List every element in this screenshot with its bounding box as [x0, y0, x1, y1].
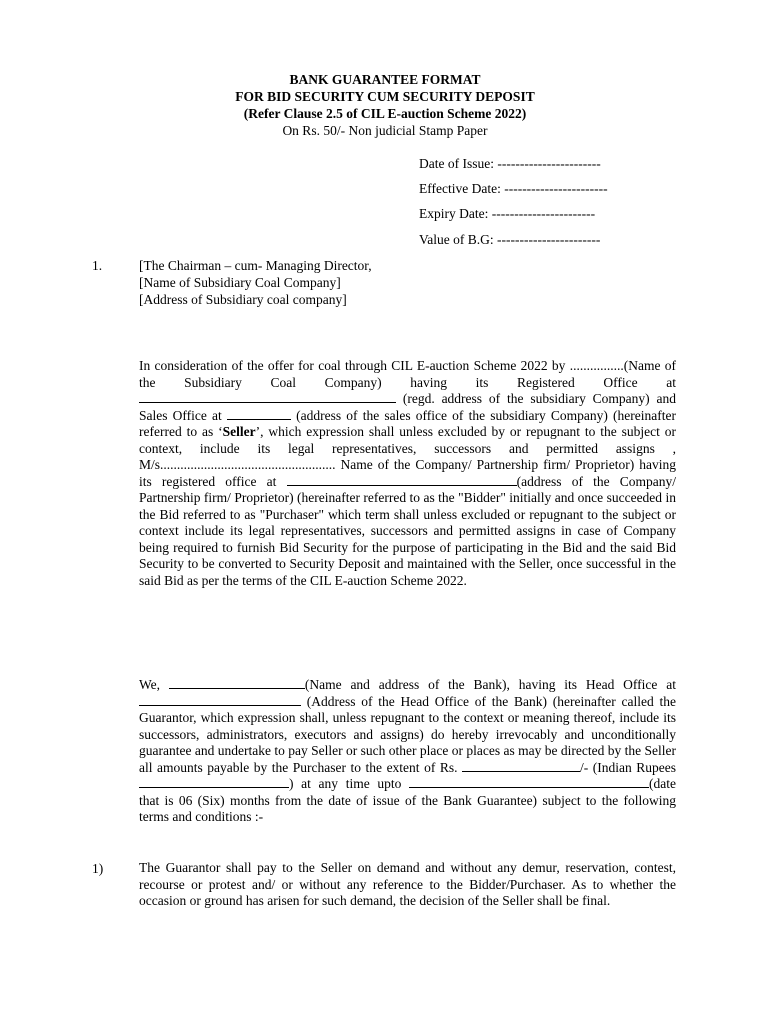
blank-line [139, 776, 289, 788]
date-of-issue: Date of Issue: ----------------------- [419, 156, 601, 171]
effective-date: Effective Date: ----------------------- [419, 181, 608, 196]
addressee-number: 1. [92, 258, 103, 273]
blank-line [287, 474, 517, 486]
addressee-line: [The Chairman – cum- Managing Director, [139, 258, 372, 273]
blank-line [409, 776, 649, 788]
blank-line [139, 391, 396, 403]
guarantor-text: (Address of the Head Office of the Bank) (hereinafter called the Guarantor, which expression shall, unless repugnant to the context or meaning thereof, include its successors, administrators, executors and assigns) do hereby irrevocably and unconditionally guarantee and undertake to pay Seller or such other place or places as may be directed by the Seller all amounts payable by the Purchaser to the extent of Rs. [139, 693, 676, 775]
guarantor-text: ) at any time upto [289, 776, 402, 791]
header-title: BANK GUARANTEE FORMAT [289, 72, 481, 87]
guarantor-text: (date that is 06 (Six) months from the date of issue of the Bank Guarantee) subject to the following terms and conditions :- [139, 776, 676, 824]
consideration-text: In consideration of the offer for coal through CIL E-auction Scheme 2022 by ................(Name of the Subsidiary Coal Company) having its Registered Office at [139, 358, 676, 390]
consideration-text: (address of the sales office of the subsidiary Company) (hereinafter referred to as ‘ [139, 407, 677, 439]
addressee-line: [Address of Subsidiary coal company] [139, 292, 347, 307]
expiry-date: Expiry Date: ----------------------- [419, 206, 596, 221]
consideration-text: (address of the Company/ Partnership firm/ Proprietor) (hereinafter referred to as the "Bidder" initially and once succeeded in the Bid referred to as "Purchaser" which term shall unless excluded or repugnant to the subject or context include its legal representatives, successors and permitted assigns in case of Company being required to furnish Bid Security for the purpose of participating in the Bid and the said Bid Security to be converted to Security Deposit and maintained with the Seller, once successful in the said Bid as per the terms of the CIL E-auction Scheme 2022. [139, 473, 677, 588]
guarantor-paragraph [139, 677, 676, 826]
seller-term: Seller [222, 424, 256, 439]
header-clause-reference: (Refer Clause 2.5 of CIL E-auction Scheme 2022) [243, 106, 527, 121]
guarantor-text: /- (Indian Rupees [580, 759, 677, 775]
consideration-text: (regd. address of the subsidiary Company) and Sales Office at [139, 391, 676, 423]
blank-line [227, 408, 291, 420]
consideration-paragraph [139, 358, 676, 589]
header-stamp-paper: On Rs. 50/- Non judicial Stamp Paper [282, 123, 488, 138]
header-subtitle: FOR BID SECURITY CUM SECURITY DEPOSIT [235, 89, 535, 104]
value-of-bg: Value of B.G: ----------------------- [419, 232, 601, 247]
clause-number: 1) [92, 861, 104, 876]
clause-paragraph: The Guarantor shall pay to the Seller on demand and without any demur, reservation, contest, recourse or protest and/ or without any reference to the Bidder/Purchaser. As to whether the occasion or ground has arisen for such demand, the decision of the Seller shall be final. [139, 860, 676, 908]
guarantor-text: We, [139, 677, 161, 692]
document-header [0, 71, 770, 139]
guarantor-text: (Name and address of the Bank), having its Head Office at [304, 677, 676, 692]
addressee-line: [Name of Subsidiary Coal Company] [139, 275, 341, 290]
consideration-text: ’, which expression shall unless excluded by or repugnant to the subject or context, include its legal representatives, successors and permitted assigns , M/s.................................................... Name of the Company/ Partnership firm/ Proprietor) having its registered office at [139, 424, 676, 489]
addressee-block [139, 257, 372, 308]
blank-line [462, 760, 580, 772]
blank-line [139, 694, 301, 706]
blank-line [169, 677, 305, 689]
